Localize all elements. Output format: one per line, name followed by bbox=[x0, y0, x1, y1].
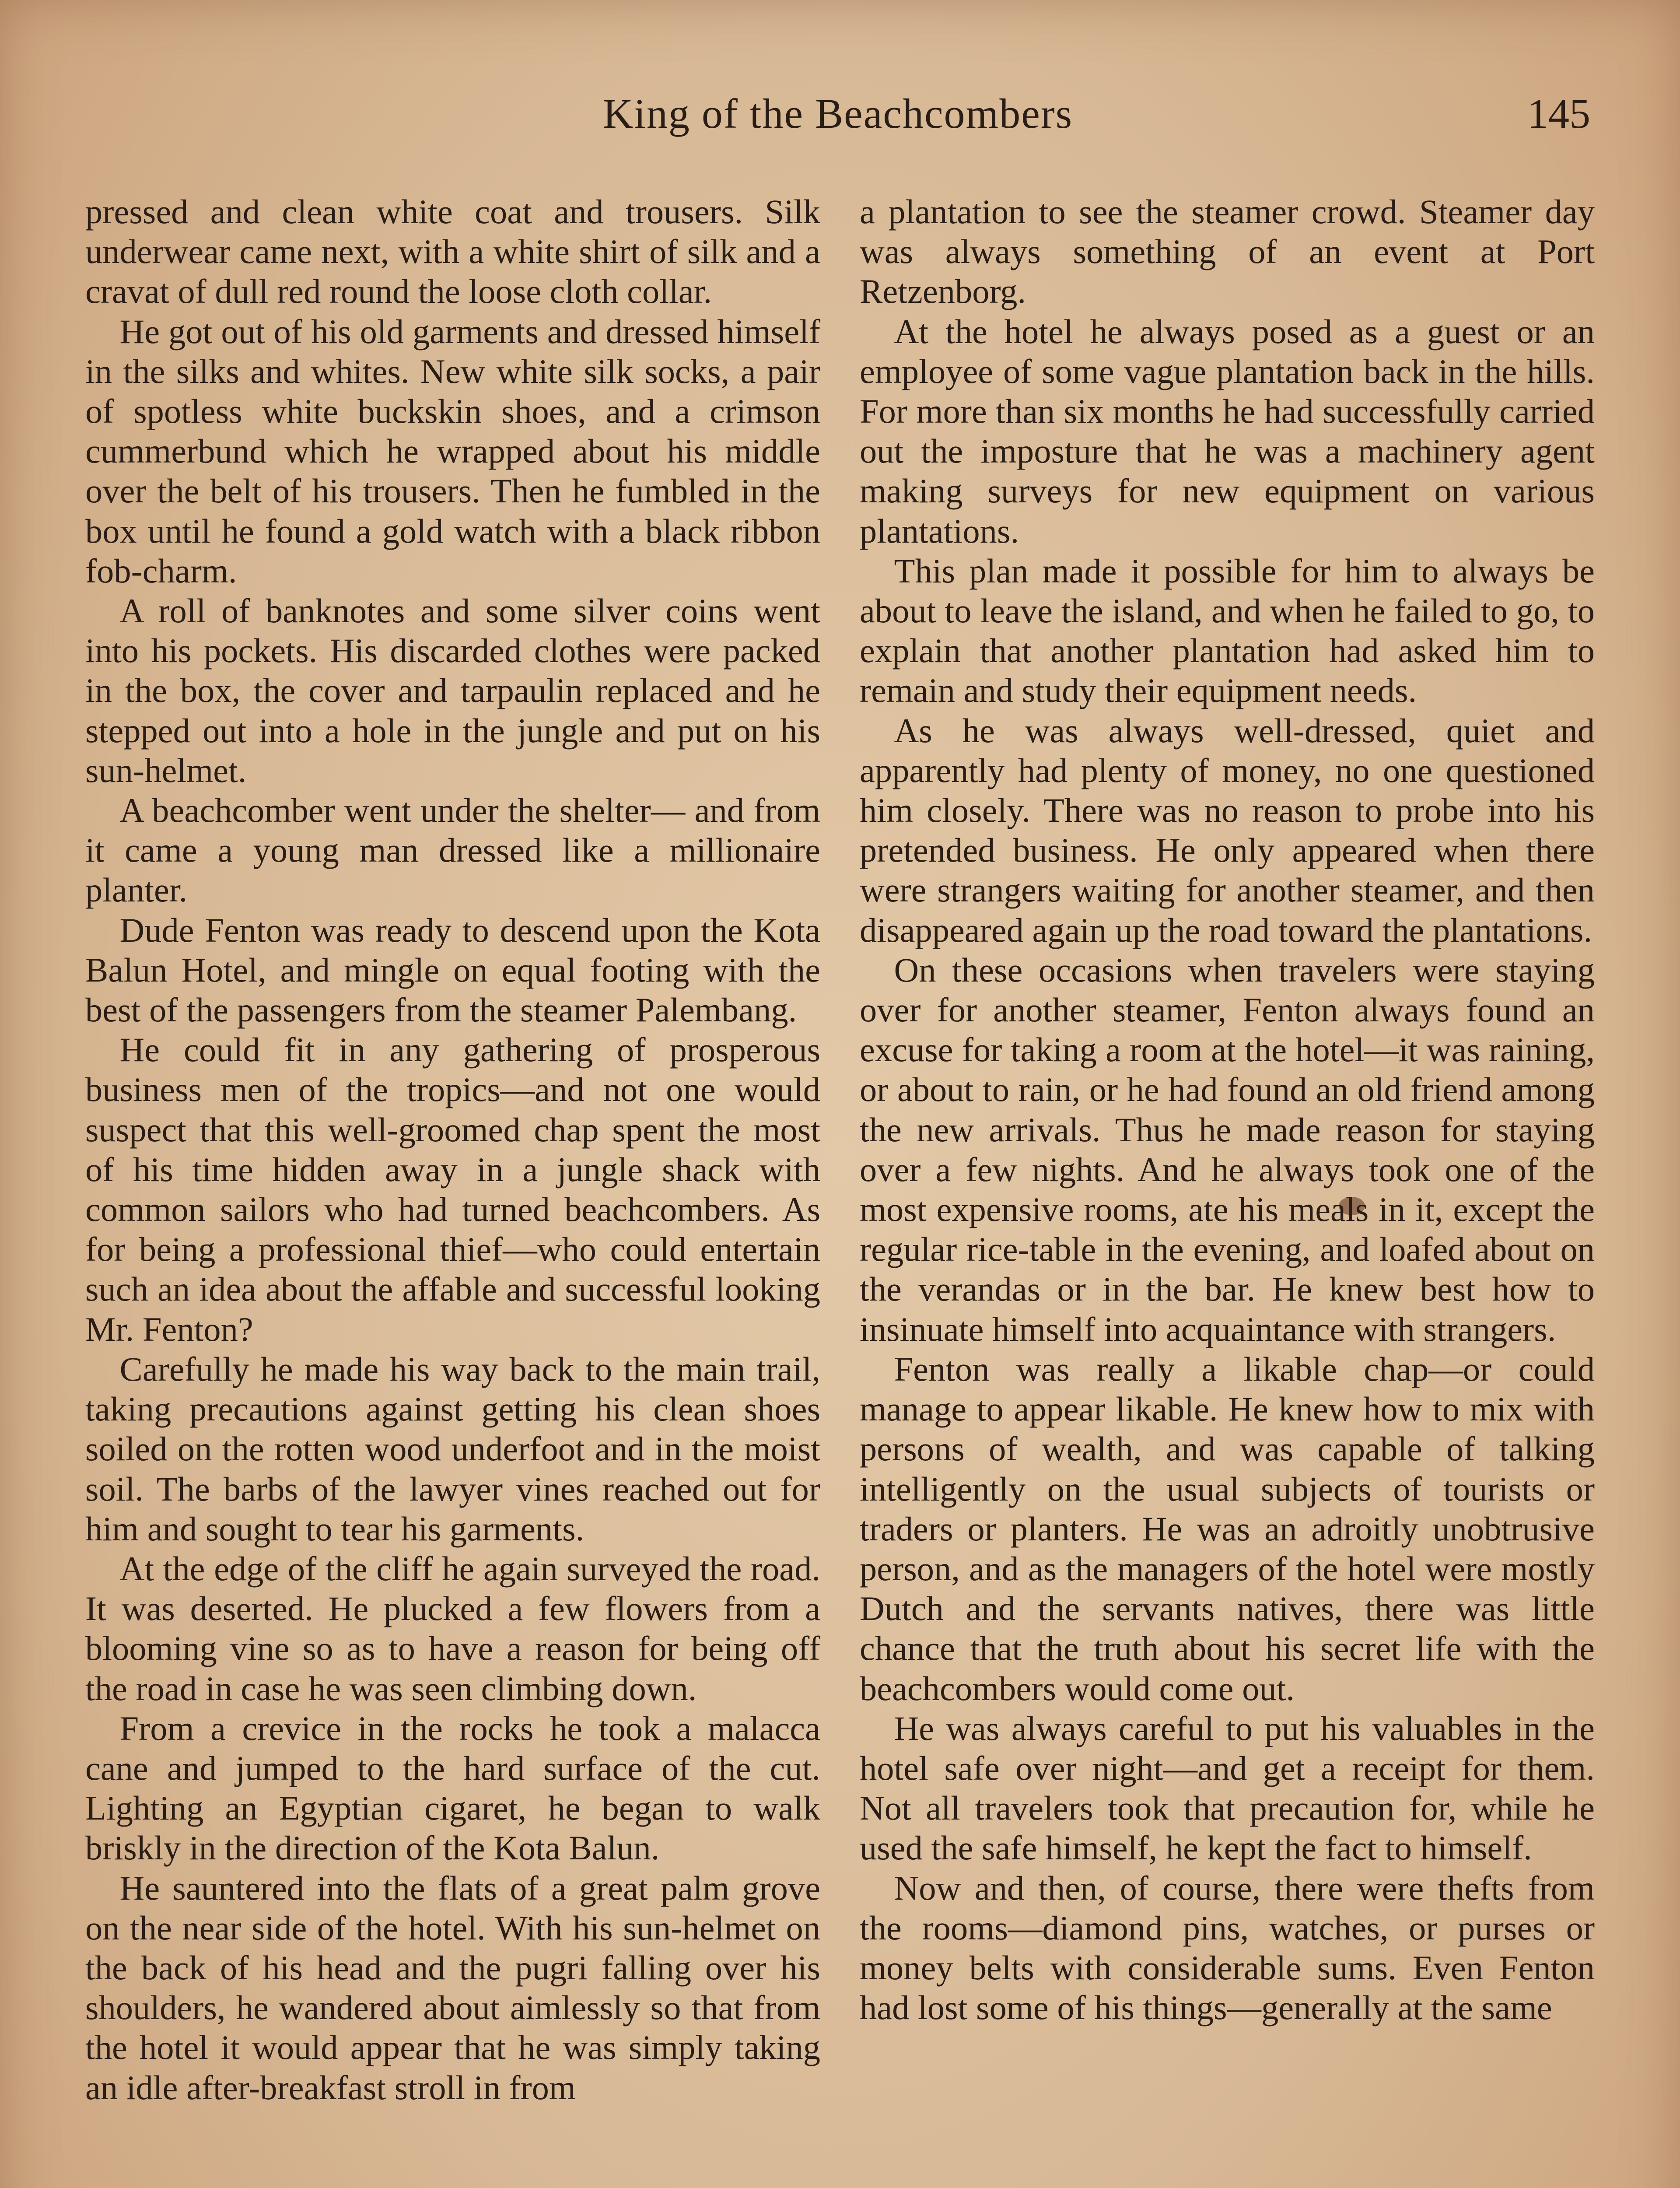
paragraph: This plan made it possible for him to always be about to leave the island, and when he failed to go, to explain that another plantation had asked him to remain and study their equipment needs. bbox=[860, 551, 1595, 710]
paragraph: Carefully he made his way back to the main trail, taking precautions against getting his clean shoes soiled on the rotten wood underfoot and in the moist soil. The barbs of the lawyer vines reached out for him and sought to tear his garments. bbox=[85, 1350, 820, 1548]
left-column bbox=[85, 192, 820, 2107]
page-number: 145 bbox=[1527, 90, 1590, 137]
right-column bbox=[860, 192, 1595, 2027]
paragraph: He was always careful to put his valuables in the hotel safe over night—and get a receipt for them. Not all travelers took that precaution for, while he used the safe himself, he kept the fact to himself. bbox=[860, 1709, 1595, 1867]
paragraph: Now and then, of course, there were thefts from the rooms—diamond pins, watches, or purses or money belts with considerable sums. Even Fenton had lost some of his things—generally at the same bbox=[860, 1869, 1595, 2027]
paragraph: A beachcomber went under the shelter— and from it came a young man dressed like a millionaire planter. bbox=[85, 791, 820, 909]
paragraph: At the edge of the cliff he again surveyed the road. It was deserted. He plucked a few flowers from a blooming vine so as to have a reason for being off the road in case he was seen climbing down. bbox=[85, 1549, 820, 1708]
paragraph: A roll of banknotes and some silver coins went into his pockets. His discarded clothes were packed in the box, the cover and tarpaulin replaced and he stepped out into a hole in the jungle and put on his sun-helmet. bbox=[85, 592, 820, 789]
paragraph: pressed and clean white coat and trousers. Silk underwear came next, with a white shirt of silk and a cravat of dull red round the loose cloth collar. bbox=[85, 193, 820, 311]
paragraph: a plantation to see the steamer crowd. Steamer day was always something of an event at Port Retzenborg. bbox=[860, 193, 1595, 311]
paragraph: Dude Fenton was ready to descend upon the Kota Balun Hotel, and mingle on equal footing with the best of the passengers from the steamer Palembang. bbox=[85, 911, 820, 1029]
paragraph: He sauntered into the flats of a great palm grove on the near side of the hotel. With his sun-helmet on the back of his head and the pugri falling over his shoulders, he wandered about aimlessly so that from the hotel it would appear that he was simply taking an idle after-breakfast stroll in from bbox=[85, 1869, 820, 2107]
paragraph: From a crevice in the rocks he took a malacca cane and jumped to the hard surface of the cut. Lighting an Egyptian cigaret, he began to walk briskly in the direction of the Kota Balun. bbox=[85, 1709, 820, 1867]
paragraph: On these occasions when travelers were staying over for another steamer, Fenton always found an excuse for taking a room at the hotel—it was raining, or about to rain, or he had found an old friend among the new arrivals. Thus he made reason for staying over a few nights. And he always took one of the most expensive rooms, ate his meals in it, except the regular rice-table in the evening, and loafed about on the verandas or in the bar. He knew best how to insinuate himself into acquaintance with strangers. bbox=[860, 950, 1595, 1348]
paragraph: As he was always well-dressed, quiet and apparently had plenty of money, no one questioned him closely. There was no reason to probe into his pretended business. He only appeared when there were strangers waiting for another steamer, and then disappeared again up the road toward the plantations. bbox=[860, 711, 1595, 949]
paragraph: He could fit in any gathering of prosperous business men of the tropics—and not one would suspect that this well-groomed chap spent the most of his time hidden away in a jungle shack with common sailors who had turned beachcombers. As for being a professional thief—who could entertain such an idea about the affable and successful looking Mr. Fenton? bbox=[85, 1031, 820, 1348]
paragraph: At the hotel he always posed as a guest or an employee of some vague plantation back in the hills. For more than six months he had successfully carried out the imposture that he was a machinery agent making surveys for new equipment on various plantations. bbox=[860, 312, 1595, 550]
page-title: King of the Beachcombers bbox=[602, 90, 1073, 137]
paragraph: He got out of his old garments and dressed himself in the silks and whites. New white silk socks, a pair of spotless white buckskin shoes, and a crimson cummerbund which he wrapped about his middle over the belt of his trousers. Then he fumbled in the box until he found a gold watch with a black ribbon fob-charm. bbox=[85, 312, 820, 590]
running-head bbox=[85, 90, 1590, 138]
paragraph: Fenton was really a likable chap—or could manage to appear likable. He knew how to mix with persons of wealth, and was capable of talking intelligently on the usual subjects of tourists or traders or planters. He was an adroitly unobtrusive person, and as the managers of the hotel were mostly Dutch and the servants natives, there was little chance that the truth about his secret life with the beachcombers would come out. bbox=[860, 1350, 1595, 1708]
